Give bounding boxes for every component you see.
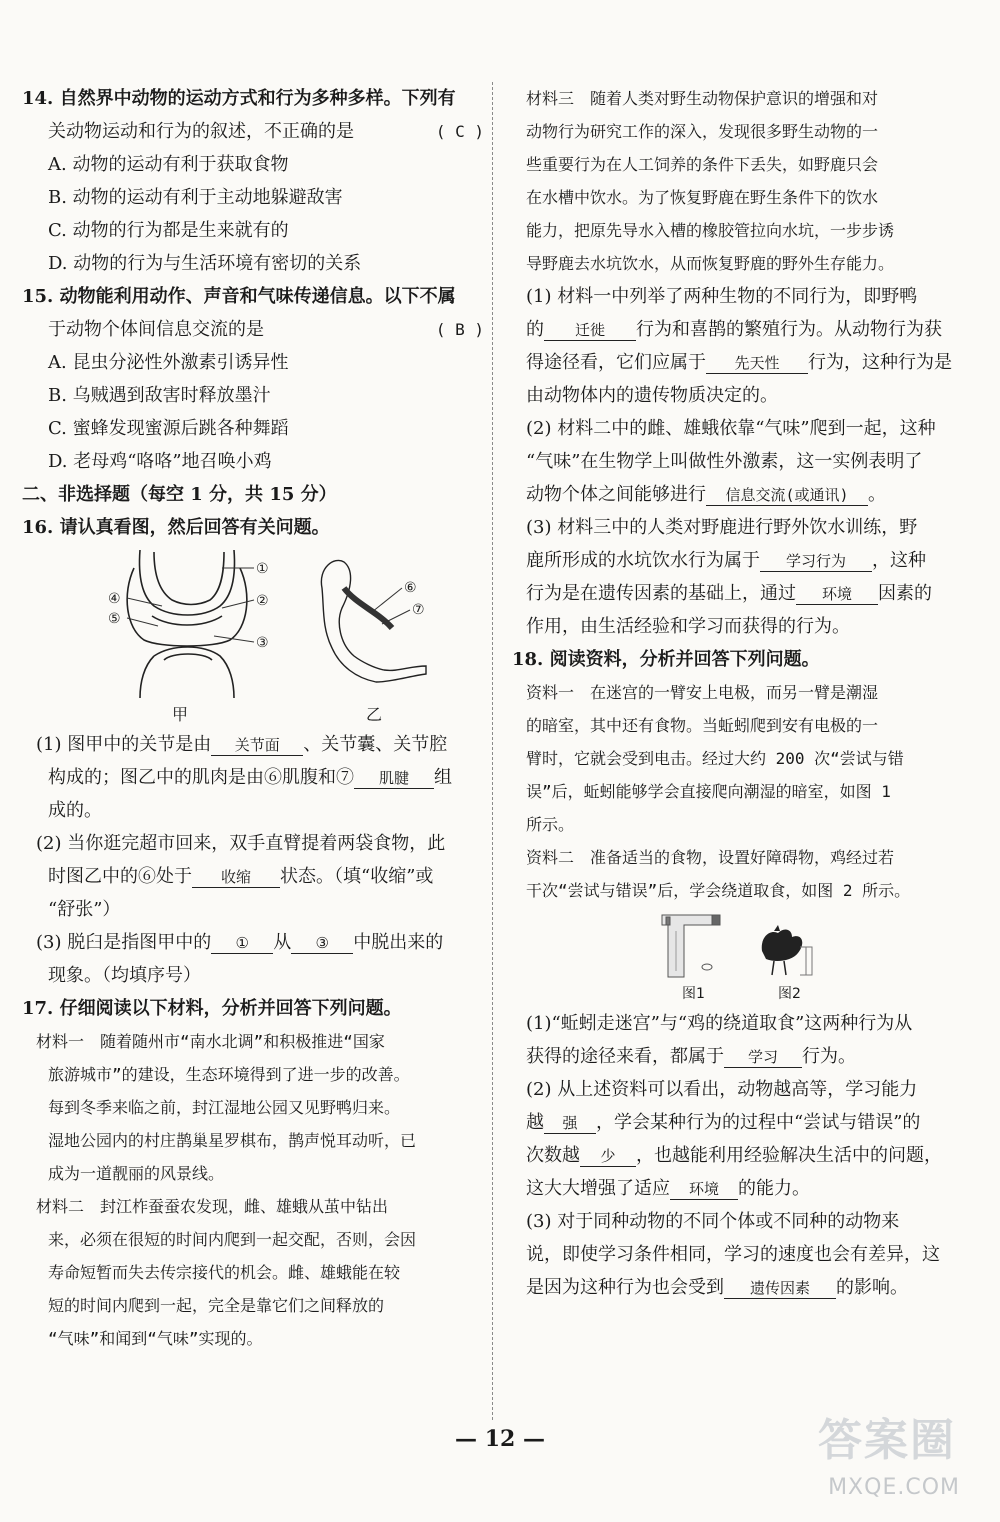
barrier — [800, 947, 812, 975]
label-6: ⑥ — [404, 580, 417, 596]
right-column — [512, 82, 974, 1304]
maze-figure — [662, 915, 720, 977]
q17-material3-line2: 动物行为研究工作的深入，发现很多野生动物的一 — [526, 122, 879, 141]
q14-option-d: D. 动物的行为与生活环境有密切的关系 — [48, 253, 362, 274]
q17-part2: (2) 材料二中的雌、雄蛾依靠“气味”爬到一起，这种 — [526, 418, 936, 439]
caption-fig1: 图1 — [682, 986, 705, 1002]
q17-part1-cont: 的 迁徙 行为和喜鹊的繁殖行为。从动物行为获 — [526, 319, 942, 340]
q17-answer-1: 迁徙 — [544, 320, 636, 341]
q18-part3: (3) 对于同种动物的不同个体或不同种的动物来 — [526, 1211, 900, 1232]
q16-part3: (3) 脱臼是指图甲中的 ① 从 ③ 中脱出来的 — [36, 932, 444, 953]
q17-answer-5: 环境 — [796, 584, 878, 605]
q15-option-d: D. 老母鸡“咯咯”地召唤小鸡 — [48, 451, 272, 472]
label-2: ② — [256, 593, 269, 609]
q15-stem: 15. 动物能利用动作、声音和气味传递信息。以下不属 — [22, 286, 456, 307]
label-7: ⑦ — [412, 602, 425, 618]
q17-stem: 17. 仔细阅读以下材料，分析并回答下列问题。 — [22, 998, 402, 1019]
q18-answer-2: 强 — [544, 1113, 596, 1134]
label-4: ④ — [108, 591, 121, 607]
q18-stem: 18. 阅读资料，分析并回答下列问题。 — [512, 649, 820, 670]
maze-and-chicken-diagram — [512, 907, 974, 987]
q17-part3: (3) 材料三中的人类对野鹿进行野外饮水训练，野 — [526, 517, 918, 538]
q17-material1-line2: 旅游城市”的建设，生态环境得到了进一步的改善。 — [48, 1065, 410, 1084]
q17-material1-line3: 每到冬季来临之前，封江湿地公园又见野鸭归来。 — [48, 1098, 401, 1117]
q16-figure — [22, 548, 484, 698]
q16-stem: 16. 请认真看图，然后回答有关问题。 — [22, 517, 330, 538]
caption-fig2: 图2 — [778, 986, 801, 1002]
label-1: ① — [256, 561, 269, 577]
q17-material2-line5: “气味”和闻到“气味”实现的。 — [48, 1329, 263, 1348]
q14-option-c: C. 动物的行为都是生来就有的 — [48, 220, 289, 241]
food-dish — [702, 964, 712, 970]
q18-part2-cont: 越 强 ，学会某种行为的过程中“尝试与错误”的 — [526, 1112, 921, 1133]
left-column — [22, 82, 484, 1355]
q18-answer-4: 环境 — [670, 1179, 738, 1200]
q18-part3-end: 是因为这种行为也会受到 遗传因素 的影响。 — [526, 1277, 908, 1298]
joint-capsule — [127, 568, 247, 646]
q18-part1-cont: 获得的途径来看，都属于 学习 行为。 — [526, 1046, 856, 1067]
q18-resource1-line2: 的暗室，其中还有食物。当蚯蚓爬到安有电极的一 — [526, 716, 879, 735]
q17-material3-line4: 在水槽中饮水。为了恢复野鹿在野生条件下的饮水 — [526, 188, 879, 207]
q16-part2-cont: 时图乙中的⑥处于 收缩 状态。（填“收缩”或 — [48, 866, 434, 887]
q15-answer: ( B ) — [435, 320, 484, 339]
q17-part3-cont2: 行为是在遗传因素的基础上，通过 环境 因素的 — [526, 583, 932, 604]
q16-part2: (2) 当你逛完超市回来，双手直臂提着两袋食物，此 — [36, 833, 446, 854]
q18-resource1-line1: 资料一 在迷宫的一臂安上电极，而另一臂是潮湿 — [526, 683, 879, 702]
q17-part2-cont2: 动物个体之间能够进行 信息交流(或通讯) 。 — [526, 484, 886, 505]
q16-part2-end: “舒张”） — [48, 899, 121, 920]
q17-material2-line3: 寿命短暂而失去传宗接代的机会。雌、雄蛾能在较 — [48, 1263, 401, 1282]
arm-outline — [321, 560, 426, 682]
q17-material1-line4: 湿地公园内的村庄鹊巢星罗棋布，鹊声悦耳动听，已 — [48, 1131, 417, 1150]
q18-answer-1: 学习 — [724, 1047, 802, 1068]
q17-part3-end: 作用，由生活经验和学习而获得的行为。 — [526, 616, 850, 637]
joint-muscle-diagram — [22, 548, 484, 698]
label-3: ③ — [256, 635, 269, 651]
q18-part2: (2) 从上述资料可以看出，动物越高等，学习能力 — [526, 1079, 918, 1100]
q15-option-a: A. 昆虫分泌性外激素引诱异性 — [48, 352, 289, 373]
q17-material2-line2: 来，必须在很短的时间内爬到一起交配，否则，会因 — [48, 1230, 417, 1249]
q18-resource2-line1: 资料二 准备适当的食物，设置好障碍物，鸡经过若 — [526, 848, 895, 867]
q17-part1: (1) 材料一中列举了两种生物的不同行为，即野鸭 — [526, 286, 918, 307]
q16-part3-end: 现象。（均填序号） — [48, 965, 201, 986]
q16-part1-cont: 构成的；图乙中的肌肉是由⑥肌腹和⑦ 肌腱 组 — [48, 767, 452, 788]
q17-material3-line3: 些重要行为在人工饲养的条件下丢失，如野鹿只会 — [526, 155, 879, 174]
q14-answer: ( C ) — [435, 122, 484, 141]
q18-resource1-line3: 臂时，它就会受到电击。经过大约 200 次“尝试与错 — [526, 749, 904, 768]
q16-part1-end: 成的。 — [48, 800, 102, 821]
chicken-figure — [762, 925, 803, 975]
watermark-logo — [766, 1414, 986, 1514]
q17-part3-cont: 鹿所形成的水坑饮水行为属于 学习行为 ，这种 — [526, 550, 926, 571]
q17-material3-line1: 材料三 随着人类对野生动物保护意识的增强和对 — [526, 89, 879, 108]
q18-part2-cont2: 次数越 少 ，也越能利用经验解决生活中的问题， — [526, 1145, 942, 1166]
q18-answer-3: 少 — [580, 1146, 636, 1167]
q18-part1: (1)“蚯蚓走迷宫”与“鸡的绕道取食”这两种行为从 — [526, 1013, 913, 1034]
q14-stem: 14. 自然界中动物的运动方式和行为多种多样。下列有 — [22, 88, 456, 109]
q14-stem-cont: 关动物运动和行为的叙述，不正确的是 ( C ) — [22, 115, 484, 148]
q17-answer-2: 先天性 — [706, 353, 808, 374]
q18-part2-end: 这大大增强了适应 环境 的能力。 — [526, 1178, 810, 1199]
q18-figure — [512, 907, 974, 1007]
q15-stem-cont: 于动物个体间信息交流的是 ( B ) — [22, 313, 484, 346]
q17-material3-line6: 导野鹿去水坑饮水，从而恢复野鹿的野外生存能力。 — [526, 254, 895, 273]
q17-answer-3: 信息交流(或通讯) — [706, 485, 868, 506]
q18-part3-cont: 说，即使学习条件相同，学习的速度也会有差异，这 — [526, 1244, 940, 1265]
q16-captions — [22, 698, 484, 728]
section-heading: 二、非选择题（每空 1 分，共 15 分） — [22, 484, 337, 505]
q16-part1: (1) 图甲中的关节是由 关节面 、关节囊、关节腔 — [36, 734, 448, 755]
q17-answer-4: 学习行为 — [760, 551, 872, 572]
page-number: — 12 — — [455, 1426, 545, 1452]
q18-resource2-line2: 干次“尝试与错误”后，学会绕道取食，如图 2 所示。 — [526, 881, 911, 900]
watermark-title: 答案圈 — [818, 1415, 956, 1466]
q17-material3-line5: 能力，把原先导水入槽的橡胶管拉向水坑，一步步诱 — [526, 221, 895, 240]
q15-option-b: B. 乌贼遇到敌害时释放墨汁 — [48, 385, 271, 406]
q17-material1-line1: 材料一 随着随州市“南水北调”和积极推进“国家 — [36, 1032, 385, 1051]
q18-resource1-line4: 误”后，蚯蚓能够学会直接爬向潮湿的暗室，如图 1 — [526, 782, 891, 801]
q18-resource1-line5: 所示。 — [526, 815, 575, 834]
q15-option-c: C. 蜜蜂发现蜜源后跳各种舞蹈 — [48, 418, 289, 439]
q17-part1-end: 由动物体内的遗传物质决定的。 — [526, 385, 778, 406]
q18-answer-5: 遗传因素 — [724, 1278, 836, 1299]
watermark-url: MXQE.COM — [828, 1475, 960, 1500]
label-5: ⑤ — [108, 611, 121, 627]
joint-diagram — [127, 550, 247, 698]
caption-yi: 乙 — [366, 705, 383, 724]
q16-answer-5: ③ — [291, 933, 353, 954]
q17-material1-line5: 成为一道靓丽的风景线。 — [48, 1164, 225, 1183]
column-divider — [492, 82, 493, 1420]
q16-answer-1: 关节面 — [211, 735, 303, 756]
q17-material2-line1: 材料二 封江柞蚕蚕农发现，雌、雄蛾从茧中钻出 — [36, 1197, 389, 1216]
q16-answer-4: ① — [211, 933, 273, 954]
arm-diagram — [321, 560, 426, 682]
q16-answer-3: 收缩 — [192, 867, 280, 888]
caption-jia: 甲 — [172, 705, 189, 724]
q14-option-a: A. 动物的运动有利于获取食物 — [48, 154, 289, 175]
q17-material2-line4: 短的时间内爬到一起，完全是靠它们之间释放的 — [48, 1296, 385, 1315]
q17-part1-cont2: 得途径看，它们应属于 先天性 行为，这种行为是 — [526, 352, 952, 373]
q14-option-b: B. 动物的运动有利于主动地躲避敌害 — [48, 187, 343, 208]
q16-answer-2: 肌腱 — [354, 768, 434, 789]
q17-part2-cont: “气味”在生物学上叫做性外激素，这一实例表明了 — [526, 451, 923, 472]
